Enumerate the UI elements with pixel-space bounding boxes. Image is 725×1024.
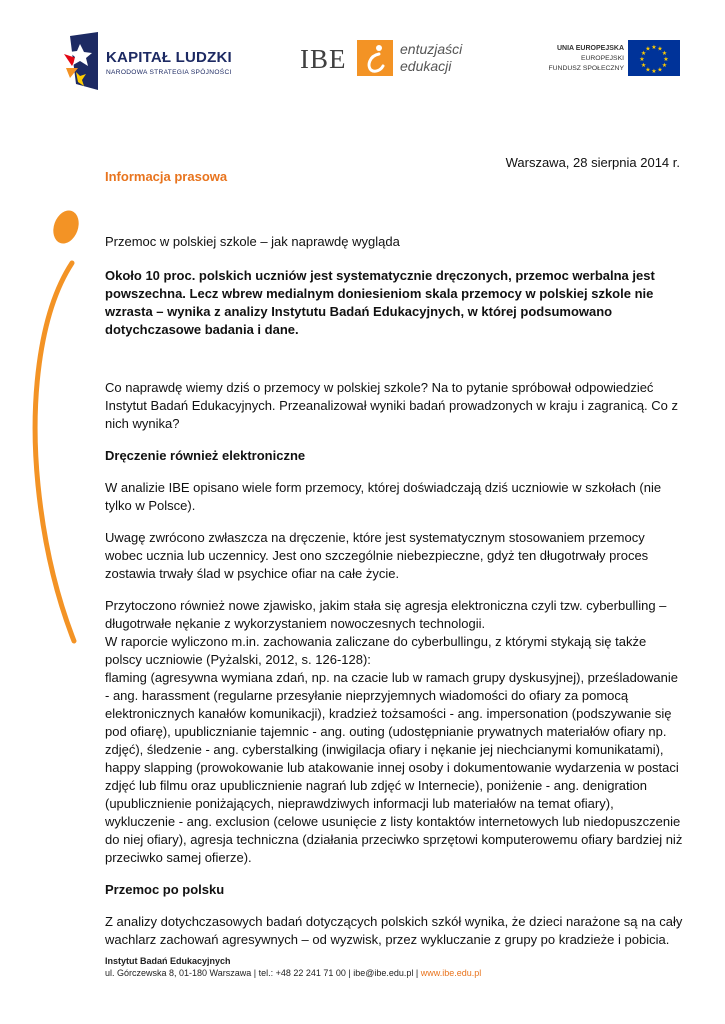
- footer-contact-line: [105, 967, 665, 979]
- eu-line2: EUROPEJSKI: [580, 55, 624, 62]
- svg-text:★: ★: [657, 45, 663, 53]
- eu-flag-icon: [628, 40, 680, 76]
- press-release-label: Informacja prasowa: [105, 169, 228, 184]
- svg-text:★: ★: [661, 50, 668, 57]
- kapital-ludzki-title: KAPITAŁ LUDZKI: [106, 49, 232, 66]
- paragraph: Przytoczono również nowe zjawisko, jakim stała się agresja elektroniczna czyli tzw. cyberbulling – długotrwałe nękanie z wykorzystaniem nowoczesnych technologii.: [105, 598, 667, 631]
- paragraph: Z analizy dotychczasowych badań dotyczących polskich szkół wynika, że dzieci narażone są na cały wachlarz zachowań agresywnych – od wyzwisk, przez wykluczanie z grupy po kradzieże i pobicia.: [105, 914, 683, 947]
- svg-text:★: ★: [645, 66, 651, 74]
- document-body: [105, 233, 683, 949]
- svg-text:★: ★: [663, 56, 669, 63]
- svg-text:★: ★: [640, 62, 647, 69]
- section-heading-1: Dręczenie również elektroniczne: [105, 448, 306, 463]
- lead-paragraph: Około 10 proc. polskich uczniów jest systematycznie dręczonych, przemoc werbalna jest powszechna. Lecz wbrew medialnym doniesieniom skala przemocy w polskiej szkole nie wzrasta – wynika z analizy Instytutu Badań Edukacyjnych, w której podsumowano dotychczasowe badania i dane.: [105, 268, 655, 337]
- footer-website-link[interactable]: www.ibe.edu.pl: [420, 968, 482, 978]
- svg-text:★: ★: [645, 45, 651, 53]
- paragraph: W analizie IBE opisano wiele form przemocy, której doświadczają dziś uczniowie w szkołach (nie tylko w Polsce).: [105, 480, 662, 513]
- cyberbullying-list-paragraph: flaming (agresywna wymiana zdań, np. na czacie lub w ramach grupy dyskusyjnej), prześladowanie - ang. harassment (regularne przesyłanie nieprzyjemnych wiadomości do ofiary za pomocą elektronicznych kanałów komunikacji), kradzież tożsamości - ang. impersonation (podszywanie się pod ofiarę), upublicznianie tajemnic - ang. outing (udostępnianie prywatnych materiałów ofiary np. zdjęć), śledzenie - ang. cyberstalking (inwigilacja ofiary i nękanie jej niechcianymi komunikatami), happy slapping (prowokowanie lub atakowanie innej osoby i dokumentowanie wydarzenia w postaci zdjęć lub filmu oraz upublicznienie nagrań lub zdjęć w Internecie), poniżenie - ang. denigration (upublicznienie poniżających, nieprawdziwych informacji lub materiałów na temat ofiary), wykluczenie - ang. exclusion (celowe usunięcie z listy kontaktów internetowych lub niedopuszczenie do niej ofiary), agresja techniczna (działania przeciwko sprzętowi komputerowemu ofiary bardziej niż przeciwko samej ofierze).: [105, 670, 683, 865]
- eu-line3: FUNDUSZ SPOŁECZNY: [548, 65, 624, 72]
- decorative-swirl-icon: [28, 205, 83, 645]
- paragraph: Uwagę zwrócono zwłaszcza na dręczenie, które jest systematycznym stosowaniem przemocy wobec ucznia lub uczennicy. Jest ono szczególnie niebezpieczne, gdyż ten długotrwały proces zostawia trwały ślad w psychice ofiar na całe życie.: [105, 530, 649, 581]
- paragraph: W raporcie wyliczono m.in. zachowania zaliczane do cyberbullingu, z którymi stykają się także polscy uczniowie (Pyżalski, 2012, s. 126-128):: [105, 634, 647, 667]
- ibe-name: IBE: [300, 44, 347, 74]
- svg-text:★: ★: [661, 62, 668, 69]
- ibe-mark-icon: [357, 40, 393, 76]
- eu-text: [548, 44, 624, 74]
- footer-contact: ul. Górczewska 8, 01-180 Warszawa | tel.: +48 22 241 71 00 | ibe@ibe.edu.pl |: [105, 968, 421, 978]
- ibe-tagline-line2: edukacji: [400, 58, 452, 74]
- ibe-tagline-line1: entuzjaści: [400, 41, 463, 57]
- section-heading-2: Przemoc po polsku: [105, 882, 225, 897]
- document-date: Warszawa, 28 sierpnia 2014 r.: [505, 155, 680, 170]
- kapital-ludzki-subtitle: NARODOWA STRATEGIA SPÓJNOŚCI: [106, 69, 232, 76]
- kapital-ludzki-emblem-icon: [62, 32, 102, 90]
- svg-text:★: ★: [651, 44, 657, 51]
- headline: Przemoc w polskiej szkole – jak naprawdę wygląda: [105, 234, 400, 249]
- eu-logo: [535, 40, 680, 80]
- kapital-ludzki-logo: [62, 32, 232, 90]
- intro-paragraph: Co naprawdę wiemy dziś o przemocy w polskiej szkole? Na to pytanie spróbował odpowiedzieć Instytut Badań Edukacyjnych. Przeanalizował wyniki badań prowadzonych w kraju i zagranicą. Co z nich wynika?: [105, 380, 679, 431]
- svg-text:★: ★: [651, 68, 657, 75]
- svg-text:★: ★: [640, 50, 647, 57]
- svg-text:★: ★: [639, 56, 645, 63]
- footer-organization: Instytut Badań Edukacyjnych: [105, 956, 231, 966]
- footer: [105, 955, 665, 979]
- eu-line1: UNIA EUROPEJSKA: [556, 45, 624, 52]
- svg-text:★: ★: [657, 66, 663, 74]
- ibe-logo: [300, 38, 480, 82]
